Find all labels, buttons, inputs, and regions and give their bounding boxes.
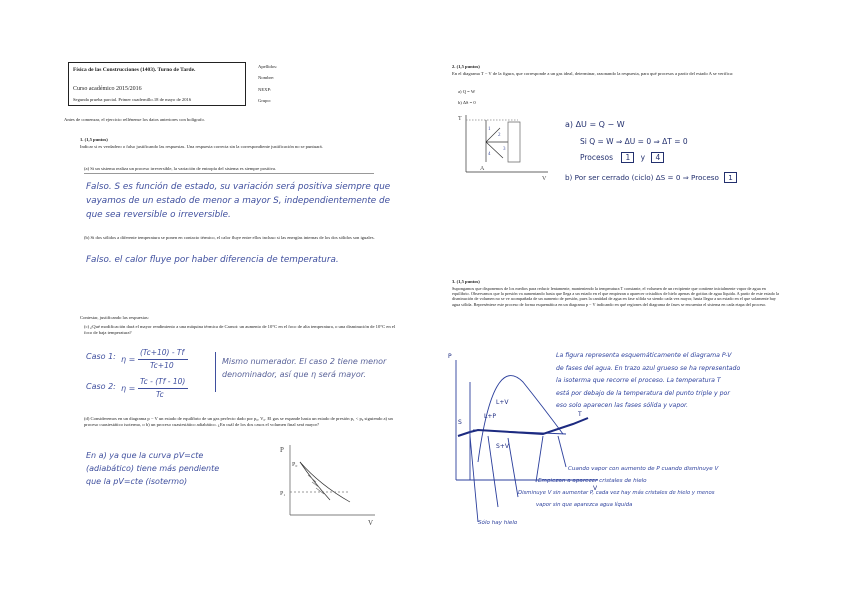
q1d-isotherm: [300, 462, 350, 502]
q3-statement: Supongamos que disponemos de los medios para reducir lentamente, manteniendo la temperatura T constante, el volumen de un recipiente que contiene inicialmente vapor de agua en equilibrio. Observamos que la presión va aumentando hasta que llega a un estado en el que empiezan a aparecer cristalitos de hielo apenas de gotitas de agua líquida. A partir de este estado la disminución de volumen no se ve acompañada de un aumento de presión, pues la cantidad de agua en fase sólida va siendo cada vez mayor, hasta llegar a un estado en el que solamente hay agua sólida. Represéntese este proceso de forma esquemática en un diagrama p − V indicando en qué regiones del diagrama de fases se encuentra el sistema en cada etapa del proceso.: [452, 286, 780, 307]
q1c-case2-den: Tc: [156, 390, 164, 399]
q2-proc-1: 1: [488, 127, 491, 132]
q1a-answer-line: vayamos de un estado de menor a mayor S, independientemente de: [86, 196, 391, 206]
q3-callout-line-5: [470, 436, 478, 522]
field-name: Nombre:: [258, 75, 275, 80]
q3-region-lp: L+P: [484, 413, 496, 420]
q2-item-b: b) ΔS = 0: [458, 100, 476, 105]
q2-ans3-label: Procesos: [580, 153, 614, 162]
q1c-statement: (c) ¿Qué modificación dará el mayor rendimiento a una máquina térmica de Carnot: un aumento de 10°C en el foco de alta temperatura, o una disminución de 10°C en el foco de baja temperatura?: [84, 324, 396, 335]
exam-subtitle: Segunda prueba parcial. Primer cuadernillo.18 de mayo de 2016: [73, 97, 192, 102]
q3-note-line: la isoterma que recorre el proceso. La temperatura T: [556, 377, 721, 384]
field-group: Grupo:: [258, 98, 272, 103]
field-surname: Apellidos:: [258, 64, 278, 69]
q2-proc-4: 4: [488, 152, 491, 157]
q2-point-a: A: [480, 166, 485, 172]
q3-region-sv: S+V: [496, 443, 509, 450]
q3-note-line: La figura representa esquemáticamente el diagrama P-V: [556, 352, 732, 359]
q3-notes: [556, 350, 740, 413]
q1d-pv-sketch: [280, 440, 380, 527]
field-nexp: NEXP:: [258, 87, 272, 92]
q2-ans-line4: [565, 173, 737, 182]
q1c-case1-den: Tc+10: [150, 361, 174, 370]
q2-ans-line1: a) ΔU = Q − W: [565, 120, 625, 129]
q3-callout-4: vapor sin que aparezca agua líquida: [536, 502, 633, 508]
q1-title: 1. (1,5 puntos): [80, 137, 108, 142]
q3-title: 3. (1,5 puntos): [452, 279, 480, 284]
q1c-answer-line: denominador, así que η será mayor.: [222, 370, 366, 379]
q3-callout-line-2: [536, 436, 543, 482]
q3-callout-1: Cuando vapor con aumento de P cuando disminuye V: [568, 466, 719, 472]
q1c-case1-fraction-bar: [138, 359, 188, 360]
q2-ans4-box: 1: [724, 172, 737, 183]
q3-callout-line-1: [558, 436, 566, 467]
q1c-case1-num: (Tc+10) - Tf: [140, 348, 185, 357]
q1c-intro: Contestar, justificando las respuestas:: [80, 315, 149, 320]
course-year: Curso académico 2015/2016: [73, 86, 142, 92]
q3-region-s: S: [458, 419, 462, 426]
q3-callout-2: Empiezan a aparecer cristales de hielo: [538, 478, 647, 484]
q1c-eta1: η =: [121, 355, 136, 364]
q2-axis-v: V: [542, 176, 547, 182]
q1b-answer: Falso. el calor fluye por haber diferencia de temperatura.: [86, 255, 339, 265]
q3-axis-v: V: [593, 485, 598, 492]
q1a-underline: [84, 173, 374, 174]
q3-callout-3: Disminuye V sin aumentar P, cada vez hay más cristales de hielo y menos: [518, 490, 715, 496]
q3-region-lv: L+V: [496, 399, 509, 406]
q3-axis-p: P: [448, 353, 452, 360]
q3-note-line: está por debajo de la temperatura del punto triple y por: [556, 389, 730, 397]
q2-ans3-box2: 4: [651, 152, 664, 163]
q1a-answer: [86, 180, 390, 222]
q2-statement: En el diagrama T − V de la figura, que corresponde a un gas ideal, determinar, razonando la respuesta, para qué procesos a partir del estado A se verifica:: [452, 71, 734, 76]
q1c-divider: [215, 352, 216, 392]
instructions: Antes de comenzar, el ejercicio rellénense los datos anteriores con bolígrafo.: [64, 117, 205, 122]
q3-note-line: eso solo aparecen las fases sólida y vapor.: [556, 402, 688, 409]
q1d-statement: (d) Consideremos en un diagrama p − V un estado de equilibrio de un gas perfecto dado por p₀, V₀. El gas se expande hasta un estado de presión p₁ < p₀ siguiendo a) un proceso cuasiestático isotermo, o b) un proceso cuasiestático adiabático. ¿En cuál de los dos casos el volumen final será mayor?: [84, 416, 393, 427]
q2-ans3-box1: 1: [621, 152, 634, 163]
q1a-statement: (a) Si un sistema realiza un proceso irreversible, la variación de entropía del sistema es siempre positiva.: [84, 166, 277, 171]
q1-intro: Indicar si es verdadero o falso justificando las respuestas. Una respuesta correcta sin la correspondiente justificación no se puntuará.: [80, 144, 323, 149]
q1d-label-p1: P₁: [280, 491, 286, 497]
q1b-statement: (b) Si dos sólidos a diferente temperatura se ponen en contacto térmico, el calor fluye entre ellos incluso si las energías internas de los dos sólidos son iguales.: [84, 235, 375, 240]
q1c-case2-num: Tc - (Tf - 10): [140, 377, 186, 386]
q1c-case2-fraction-bar: [138, 388, 188, 389]
q3-note-line: de fases del agua. En trazo azul grueso se ha representado: [556, 364, 741, 372]
q3-axis-t: T: [578, 411, 582, 418]
q1d-axis-p: P: [280, 446, 284, 454]
q2-ans-processes: [580, 153, 664, 162]
q1c-answer: [222, 355, 386, 381]
q2-proc-3: 3: [503, 147, 506, 152]
q2-ans-line2: Si Q = W ⇒ ΔU = 0 ⇒ ΔT = 0: [580, 137, 688, 146]
q3-callout-line-3: [508, 438, 518, 497]
q2-proc-2: 2: [498, 133, 501, 138]
q1c-answer-line: Mismo numerador. El caso 2 tiene menor: [222, 357, 387, 366]
q2-ans3-and: y: [640, 153, 646, 162]
q2-right-box: [508, 122, 520, 162]
q1c-case2-label: Caso 2:: [86, 382, 116, 391]
q1d-answer-line: (adiabático) tiene más pendiente: [86, 464, 220, 473]
q2-axis-t: T: [458, 116, 462, 122]
q2-tv-diagram: [458, 110, 558, 180]
q1d-answer: [86, 449, 219, 488]
q1a-answer-line: Falso. S es función de estado, su variación será positiva siempre que: [86, 182, 391, 192]
q1d-answer-line: que la pV=cte (isotermo): [86, 477, 188, 486]
q1d-axis-v: V: [368, 519, 374, 527]
q2-item-a: a) Q = W: [458, 89, 476, 94]
q1d-label-p0: P₀: [292, 462, 298, 468]
q1d-answer-line: En a) ya que la curva pV=cte: [86, 451, 204, 460]
q2-title: 2. (1,5 puntos): [452, 64, 480, 69]
course-title: Física de las Construcciones (1403). Turno de Tarde.: [73, 67, 196, 73]
q1c-case1-label: Caso 1:: [86, 352, 116, 361]
q3-callout-5: Sólo hay hielo: [478, 520, 518, 526]
q1a-answer-line: que sea reversible o irreversible.: [86, 210, 231, 220]
q1c-eta2: η =: [121, 384, 136, 393]
q3-isotherm-bold: [458, 418, 588, 436]
q2-ans4-text: b) Por ser cerrado (ciclo) ΔS = 0 ⇒ Proceso: [565, 173, 719, 182]
